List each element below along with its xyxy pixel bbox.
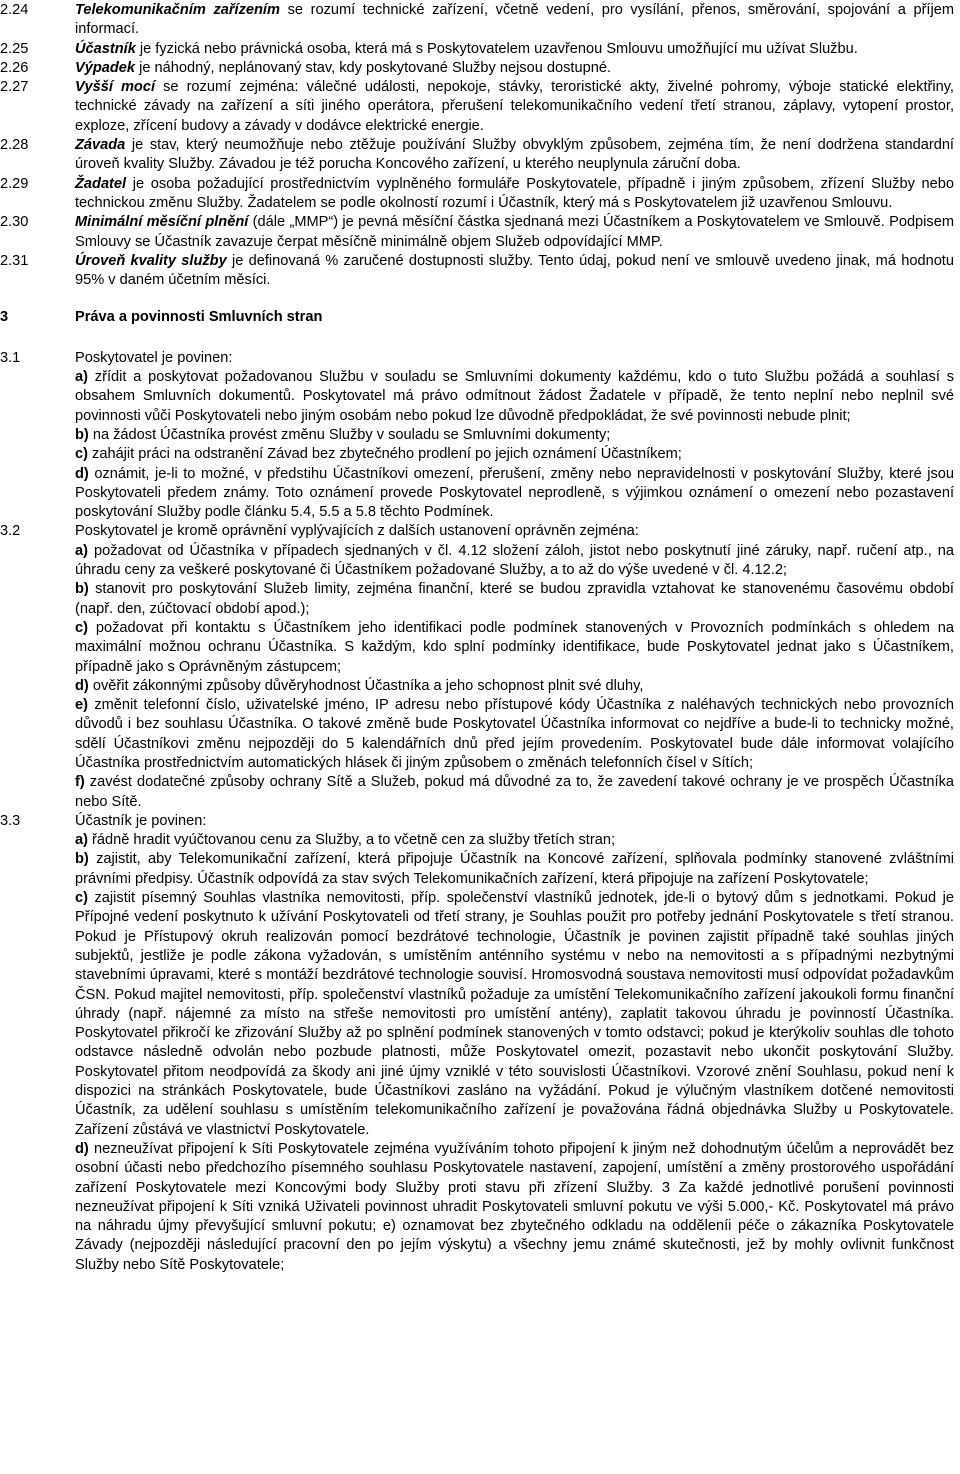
clause-subitem <box>75 445 954 464</box>
clause-subitem <box>75 580 954 619</box>
definition-number: 2.28 <box>0 137 29 154</box>
clause-subitem <box>75 850 954 889</box>
clause-intro: Poskytovatel je povinen: <box>75 349 233 366</box>
definition-term: Telekomunikačním zařízením <box>75 2 280 18</box>
subitem-letter: d) <box>75 677 89 694</box>
subitem-letter: f) <box>75 774 85 791</box>
definition-text: je definovaná % zaručené dostupnosti služby. Tento údaj, pokud není ve smlouvě uvedeno jinak, má hodnotu 95% v daném účetním měsíci. <box>75 252 954 289</box>
subitem-letter: e) <box>75 697 88 714</box>
clause-subitem <box>75 368 954 426</box>
subitem-letter: a) <box>75 832 88 849</box>
definition-item <box>0 252 960 291</box>
definition-term: Účastník <box>75 40 136 57</box>
clause-subitem <box>75 465 954 523</box>
clause-intro: Poskytovatel je kromě oprávnění vyplývajících z dalších ustanovení oprávněn zejména: <box>75 523 639 540</box>
definition-item <box>0 78 960 136</box>
clause-subitem <box>75 889 954 1140</box>
subitem-text: oznámit, je-li to možné, v předstihu Účastníkovi omezení, přerušení, změny nebo nepravidelnosti v poskytování Služby, které jsou Poskytovateli předem známy. Toto oznámení provede Poskytovatel neprodleně, s výjimkou oznámení o omezení nebo pozastavení poskytování Služby podle článku 5.4, 5.5 a 5.8 těchto Podmínek. <box>75 465 954 521</box>
subitem-letter: d) <box>75 1140 89 1157</box>
clause-subitem <box>75 696 954 773</box>
clauses-list <box>0 349 960 1275</box>
definition-number: 2.29 <box>0 175 29 192</box>
subitem-letter: d) <box>75 465 89 482</box>
definition-number: 2.30 <box>0 214 29 231</box>
clause-number: 3.3 <box>0 812 21 829</box>
clause-subitem <box>75 773 954 812</box>
definition-item <box>0 213 960 252</box>
clause-number: 3.1 <box>0 349 21 366</box>
definition-term: Minimální měsíční plnění <box>75 214 249 231</box>
definition-item <box>0 136 960 175</box>
definitions-list <box>0 1 960 290</box>
definition-term: Vyšší mocí <box>75 79 156 96</box>
definition-term: Žadatel <box>75 175 127 192</box>
subitem-text: změnit telefonní číslo, uživatelské jméno, IP adresu nebo přístupové kódy Účastníka z naléhavých technických nebo provozních důvodů i bez souhlasu Účastníka. O takové změně bude Poskytovatel Účastníka informovat co nejdříve a bude-li to technicky možné, sdělí Účastníkovi změnu nejpozději do 5 kalendářních dnů před jejím provedením. Poskytovatel bude dále informovat volajícího Účastníka prostřednictvím automatických hlásek či jiným způsobem o změnách telefonních čísel v Sítích; <box>75 697 954 771</box>
definition-number: 2.25 <box>0 40 29 57</box>
subitem-text: nezneužívat připojení k Síti Poskytovatele zejména využíváním tohoto připojení k jiným než dohodnutým účelům a neprovádět bez osobní účasti nebo předchozího písemného souhlasu Poskytovatele nastavení, zapojení, umístění a změny prostorového uspořádání zařízení Poskytovatele mezi Koncovými body Služby proti stavu při zřízení Služby. 3 Za každé jednotlivé porušení povinnosti nezneužívat připojení k Síti vzniká Uživateli povinnost uhradit Poskytovateli smluvní pokutu ve výši 5.000,- Kč. Poskytovatel má právo na náhradu újmy převyšující smluvní pokutu; e) oznamovat bez zbytečného odkladu na odděleníi péče o zákazníka Poskytovatele Závady (nejpozději následující pracovní den po jejím výskytu) a všechny jemu známé skutečnosti, jež by mohly ovlivnit funkčnost Služby nebo Sítě Poskytovatele; <box>75 1140 954 1273</box>
subitem-text: zahájit práci na odstranění Závad bez zbytečného prodlení po jejich oznámení Účastníkem; <box>87 446 682 463</box>
clause-subitem <box>75 677 954 696</box>
subitem-text: požadovat při kontaktu s Účastníkem jeho identifikaci podle podmínek stanovených v Provozních podmínkách s ohledem na maximální možnou ochranu Účastníka. S každým, kdo splní podmínky identifikace, bude Poskytovatel jednat jako s Účastníkem, případně jako s Oprávněným zástupcem; <box>75 619 954 675</box>
definition-number: 2.31 <box>0 252 29 269</box>
definition-text: (dále „MMP“) je pevná měsíční částka sjednaná mezi Účastníkem a Poskytovatelem ve Smlouvě. Podpisem Smlouvy se Účastník zavazuje čerpat měsíčně minimálně objem Služeb odpovídající MMP. <box>75 214 954 250</box>
subitem-letter: c) <box>75 446 88 463</box>
clause-subitem <box>75 1140 954 1275</box>
definition-text: se rozumí zejména: válečné události, nepokoje, stávky, teroristické akty, živelné pohromy, výboje statické elektřiny, technické závady na zařízení a síti jiného operátora, přerušení telekomunikačního vedení třetí stranou, záplavy, vytopení prostor, exploze, zřícení budovy a závady v dodávce elektrické energie. <box>75 79 954 134</box>
definition-item <box>0 59 960 78</box>
subitem-letter: c) <box>75 619 88 636</box>
subitem-text: požadovat od Účastníka v případech sjednaných v čl. 4.12 složení záloh, jistot nebo poskytnutí jiné záruky, např. ručení atp., na úhradu ceny za veškeré poskytované či Účastníkem požadované Služby, a to až do výše uvedené v čl. 4.12.2; <box>75 542 954 579</box>
subitem-letter: b) <box>75 851 89 868</box>
definition-text: je náhodný, neplánovaný stav, kdy poskytované Služby nejsou dostupné. <box>135 59 611 76</box>
clause-number: 3.2 <box>0 523 21 540</box>
clause-subitem <box>75 619 954 677</box>
section-title: Práva a povinnosti Smluvních stran <box>75 309 323 326</box>
definition-text: je osoba požadující prostřednictvím vyplněného formuláře Poskytovatele, případně i jiným způsobem, zřízení Služby nebo technickou změnu Služby. Žadatelem se podle okolností rozumí i Účastník, který má s Poskytovatelem již uzavřenou Smlouvu. <box>75 175 954 211</box>
definition-text: je stav, který neumožňuje nebo ztěžuje používání Služby obvyklým způsobem, zejména tím, že není dodržena standardní úroveň kvality Služby. Závadou je též porucha Koncového zařízení, u kterého neuplynula záruční doba. <box>75 137 954 173</box>
clause <box>0 812 960 1275</box>
definition-number: 2.27 <box>0 79 29 96</box>
subitem-letter: b) <box>75 581 89 598</box>
subitem-letter: a) <box>75 542 88 559</box>
subitem-text: zajistit písemný Souhlas vlastníka nemovitosti, příp. společenství vlastníků jednotek, jde-li o bytový dům s jednotkami. Pokud je Přípojné vedení poskytnuto k užívání Poskytovateli od třetí strany, je Souhlas použit pro potřeby jednání Poskytovatele s třetí stranou. Pokud je Přístupový okruh realizován pomocí bezdrátové technologie, Účastník je povinen zajistit případně také souhlas jiných subjektů, jestliže je podle zákona vyžadován, s umístěním anténního systému v nebo na nemovitosti a s případnými nezbytnými stavebními úpravami, které s montáží bezdrátové technologie souvisí. Hromosvodná soustava nemovitosti musí odpovídat požadavkům ČSN. Pokud majitel nemovitosti, příp. společenství vlastníků požaduje za umístění Telekomunikačního zařízení jakoukoli formu finanční úhrady (např. nájemné za místo na střeše nemovitosti pro umístění antény), zaplatit takovou úhradu je povinností Účastníka. Poskytovatel přikročí ke zřizování Služby až po splnění podmínek stanovených v tomto odstavci; pokud je kterýkoliv souhlas dle tohoto odstavce následně odvolán nebo pozbude platnosti, může Poskytovatel omezit, pozastavit nebo ukončit poskytování Služby. Poskytovatel přitom neodpovídá za škody ani jiné újmy vzniklé v této souvislosti Účastníkovi. Vzorové znění Souhlasu, pokud není k dispozici na stránkách Poskytovatele, bude Účastníkovi zasláno na vyžádání. Pokud je výlučným vlastníkem dotčené nemovitosti Účastník, za udělení souhlasu s umístěním telekomunikačního zařízení je považována řádná objednávka Služby u Poskytovatele. Zařízení zůstává ve vlastnictví Poskytovatele. <box>75 890 954 1138</box>
definition-item <box>0 40 960 59</box>
definition-number: 2.24 <box>0 2 29 18</box>
definition-number: 2.26 <box>0 59 29 76</box>
subitem-text: stanovit pro poskytování Služeb limity, zejména finanční, které se budou zpravidla vztahovat ke stanovenému časovému období (např. den, zúčtovací období apod.); <box>75 581 954 617</box>
section-heading <box>0 308 960 327</box>
subitem-letter: c) <box>75 890 88 907</box>
subitem-text: zajistit, aby Telekomunikační zařízení, která připojuje Účastník na Koncové zařízení, splňovala podmínky stanovené zvláštními právními předpisy. Účastník odpovídá za stav svých Telekomunikačních zařízení, která připojuje na zařízení Poskytovatele; <box>75 851 954 887</box>
definition-item <box>0 175 960 214</box>
subitem-letter: a) <box>75 369 88 386</box>
clause-subitem <box>75 426 954 445</box>
definition-text: se rozumí technické zařízení, včetně vedení, pro vysílání, přenos, směrování, spojování a příjem informací. <box>75 2 954 38</box>
subitem-text: řádně hradit vyúčtovanou cenu za Služby, a to včetně cen za služby třetích stran; <box>87 832 615 849</box>
subitem-text: ověřit zákonnými způsoby důvěryhodnost Účastníka a jeho schopnost plnit své dluhy, <box>88 677 644 694</box>
subitem-letter: b) <box>75 426 89 443</box>
subitem-text: zřídit a poskytovat požadovanou Službu v souladu se Smluvními dokumenty každému, kdo o tuto Službu požádá a souhlasí s obsahem Smluvních dokumentů. Poskytovatel má právo odmítnout žádost Žadatele v případě, že tento neplní nebo neplnil své povinnosti vůči Poskytovateli nebo jiným osobám nebo pokud lze důvodně předpokládat, že své povinnosti nebude plnit; <box>75 369 954 424</box>
subitem-text: na žádost Účastníka provést změnu Služby v souladu se Smluvními dokumenty; <box>88 426 611 443</box>
definition-term: Úroveň kvality služby <box>75 252 227 269</box>
subitem-text: zavést dodatečné způsoby ochrany Sítě a Služeb, pokud má důvodné za to, že zavedení takové ochrany je ve prospěch Účastníka nebo Sítě. <box>75 774 954 810</box>
clause <box>0 522 960 811</box>
section-number: 3 <box>0 309 9 326</box>
definition-term: Výpadek <box>75 59 136 76</box>
definition-text: je fyzická nebo právnická osoba, která má s Poskytovatelem uzavřenou Smlouvu umožňující mu užívat Službu. <box>135 40 858 57</box>
clause <box>0 349 960 523</box>
definition-term: Závada <box>75 137 126 154</box>
clause-subitem <box>75 831 954 850</box>
clause-intro: Účastník je povinen: <box>75 812 207 829</box>
clause-subitem <box>75 542 954 581</box>
definition-item <box>0 1 960 40</box>
